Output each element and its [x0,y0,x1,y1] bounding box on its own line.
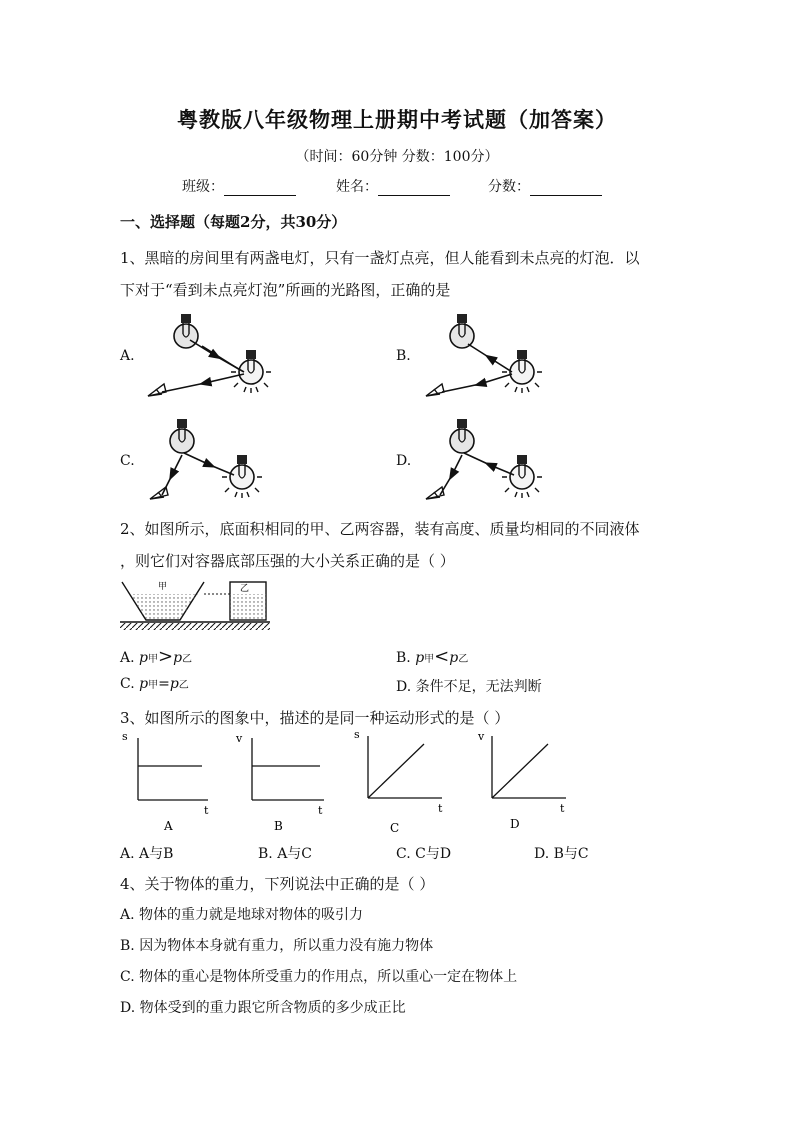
q3-option-a[interactable]: A. A与B [120,846,174,862]
graph-b-xlabel: t [318,804,323,817]
q1-diagram-b [420,308,570,398]
unlit-bulb-icon [450,419,474,453]
graph-c [354,728,443,835]
section-heading: 一、选择题（每题2分，共30分） [120,213,347,231]
unlit-bulb-icon [450,314,474,348]
graph-d-line [492,744,548,798]
q1-option-c[interactable]: C. [120,453,135,469]
page-title: 粤教版八年级物理上册期中考试题（加答案） [177,107,617,132]
graph-b [235,732,324,833]
graph-a [122,730,209,833]
q4-line1: 4、关于物体的重力，下列说法中正确的是（ ） [120,875,435,893]
q4-option-c[interactable]: C. 物体的重心是物体所受重力的作用点，所以重心一定在物体上 [120,969,518,985]
q3-line1: 3、如图所示的图象中，描述的是同一种运动形式的是（ ） [120,709,510,727]
liquid-jia [130,594,198,620]
score-label: 分数： [488,179,530,195]
graph-a-xlabel: t [204,804,209,817]
q2-option-d[interactable]: D. 条件不足，无法判断 [396,679,542,695]
q2-containers-diagram [120,580,270,634]
graph-a-ylabel: s [122,730,128,743]
name-blank[interactable] [378,181,450,196]
q4-option-d[interactable]: D. 物体受到的重力跟它所含物质的多少成正比 [120,1000,406,1016]
q2-option-c[interactable]: C. p甲=p乙 [120,676,189,692]
q2-line2: ，则它们对容器底部压强的大小关系正确的是（ ） [120,552,455,570]
graph-b-letter: B [274,819,283,833]
name-label: 姓名： [336,179,378,195]
q1-option-d[interactable]: D. [396,453,412,469]
q1-line2: 下对于“看到未点亮灯泡”所画的光路图，正确的是 [120,281,451,299]
liquid-yi [230,594,266,620]
eye-icon [148,384,166,396]
exam-time-score: （时间：60分钟 分数：100分） [295,149,499,165]
q1-line1: 1、黑暗的房间里有两盏电灯，只有一盏灯点亮，但人能看到未点亮的灯泡．以 [120,249,640,267]
score-field[interactable] [488,176,602,196]
class-label: 班级： [182,179,224,195]
class-field[interactable] [182,176,296,196]
graph-b-ylabel: v [236,732,243,745]
graph-c-letter: C [390,821,400,835]
graph-c-ylabel: s [354,728,360,741]
q3-graphs [120,728,580,838]
q1-diagram-a [140,308,290,398]
q3-option-d[interactable]: D. B与C [534,846,589,862]
graph-c-xlabel: t [438,802,443,815]
graph-d [477,730,566,831]
q1-option-b[interactable]: B. [396,348,411,364]
unlit-bulb-icon [170,419,194,453]
graph-d-ylabel: v [478,730,485,743]
q3-option-c[interactable]: C. C与D [396,846,452,862]
q2-option-b[interactable]: B. p甲<p乙 [396,646,469,667]
label-jia: 甲 [158,582,168,592]
q4-option-a[interactable]: A. 物体的重力就是地球对物体的吸引力 [120,907,364,923]
graph-c-line [368,744,424,798]
lit-bulb-icon [222,455,262,498]
lit-bulb-icon [231,350,271,393]
q1-diagram-d [420,413,570,503]
graph-d-letter: D [510,817,520,831]
name-field[interactable] [336,176,450,196]
graph-a-letter: A [164,819,173,833]
q2-line1: 2、如图所示，底面积相同的甲、乙两容器，装有高度、质量均相同的不同液体 [120,520,640,538]
lit-bulb-icon [502,350,542,393]
q4-option-b[interactable]: B. 因为物体本身就有重力，所以重力没有施力物体 [120,938,434,954]
graph-d-xlabel: t [560,802,565,815]
lit-bulb-icon [502,455,542,498]
class-blank[interactable] [224,181,296,196]
q3-option-b[interactable]: B. A与C [258,846,313,862]
label-yi: 乙 [240,584,250,594]
eye-icon [426,384,444,396]
q1-diagram-c [140,413,290,503]
q2-option-a[interactable]: A. p甲>p乙 [120,646,193,667]
score-blank[interactable] [530,181,602,196]
q1-option-a[interactable]: A. [120,348,135,364]
ground [120,623,270,630]
